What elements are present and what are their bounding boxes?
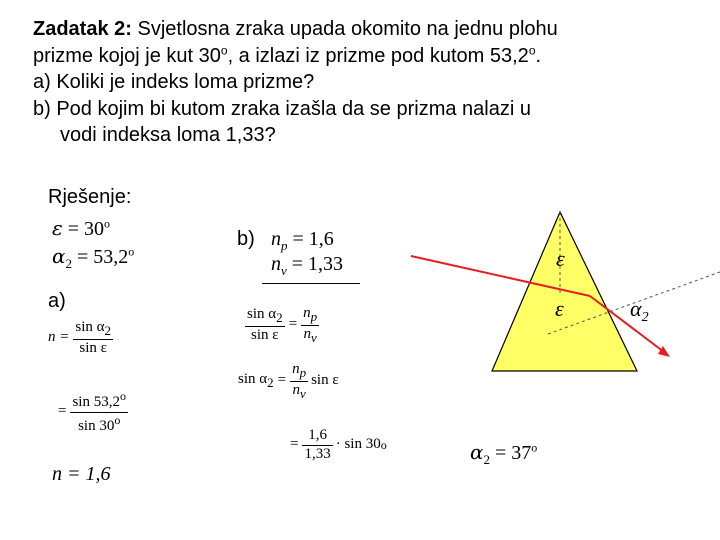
- part-a-label: a): [48, 290, 66, 312]
- equation-sin-alpha2: sin α2 = $\frac{np}{nv}$ sin ε: [238, 361, 339, 401]
- result-n: n = 1,6: [52, 463, 111, 485]
- equation-numeric: = $\frac{1,6}{1,33}$ · sin 30 o: [290, 427, 387, 462]
- given-np: $n_p = 1,6$: [271, 228, 334, 253]
- apex-angle-label: ε: [556, 246, 565, 271]
- prism-triangle: [492, 212, 637, 371]
- equation-n-values: = $\frac{\sin 53,2^o}{\sin 30^o}$: [58, 389, 126, 434]
- equation-n-ratio: n = $\frac{\text{sin α2}}{\text{sin ε}}$: [48, 319, 111, 356]
- task-line-5: vodi indeksa loma 1,33?: [60, 124, 276, 146]
- given-epsilon: $\varepsilon = 30^o$: [52, 216, 111, 240]
- fraction-sin-values: $\frac{\sin 53,2^o}{\sin 30^o}$: [72, 389, 126, 434]
- task-line-2: prizme kojoj je kut 30$^o$, a izlazi iz prizme pod kutom 53,2$^o$.: [33, 42, 542, 67]
- fraction-sin-ratio: $\frac{\text{sin α2}}{\text{sin ε}}$: [75, 319, 111, 356]
- task-line-3: a) Koliki je indeks loma prizme?: [33, 71, 315, 93]
- inner-angle-label: ε: [555, 296, 564, 321]
- exit-angle-label: $\alpha_2$: [630, 296, 649, 325]
- task-line-1: Zadatak 2: Svjetlosna zraka upada okomito na jednu plohu: [33, 18, 558, 40]
- given-nv: $n_v = 1,33$: [271, 253, 344, 278]
- solution-heading: Rješenje:: [48, 186, 132, 208]
- part-b-label: b): [237, 228, 255, 250]
- task-line-4: b) Pod kojim bi kutom zraka izašla da se prizma nalazi u: [33, 97, 531, 120]
- task-heading: Zadatak 2:: [33, 18, 132, 40]
- result-alpha2: $\alpha_2 = 37^o$: [470, 440, 538, 467]
- given-alpha2: $\alpha_2 = 53,2^o$: [52, 244, 135, 271]
- equation-snell-ratio: $\frac{\text{sin α2}}{\text{sin ε}}$ = $\frac{np}{nv}$: [247, 305, 318, 345]
